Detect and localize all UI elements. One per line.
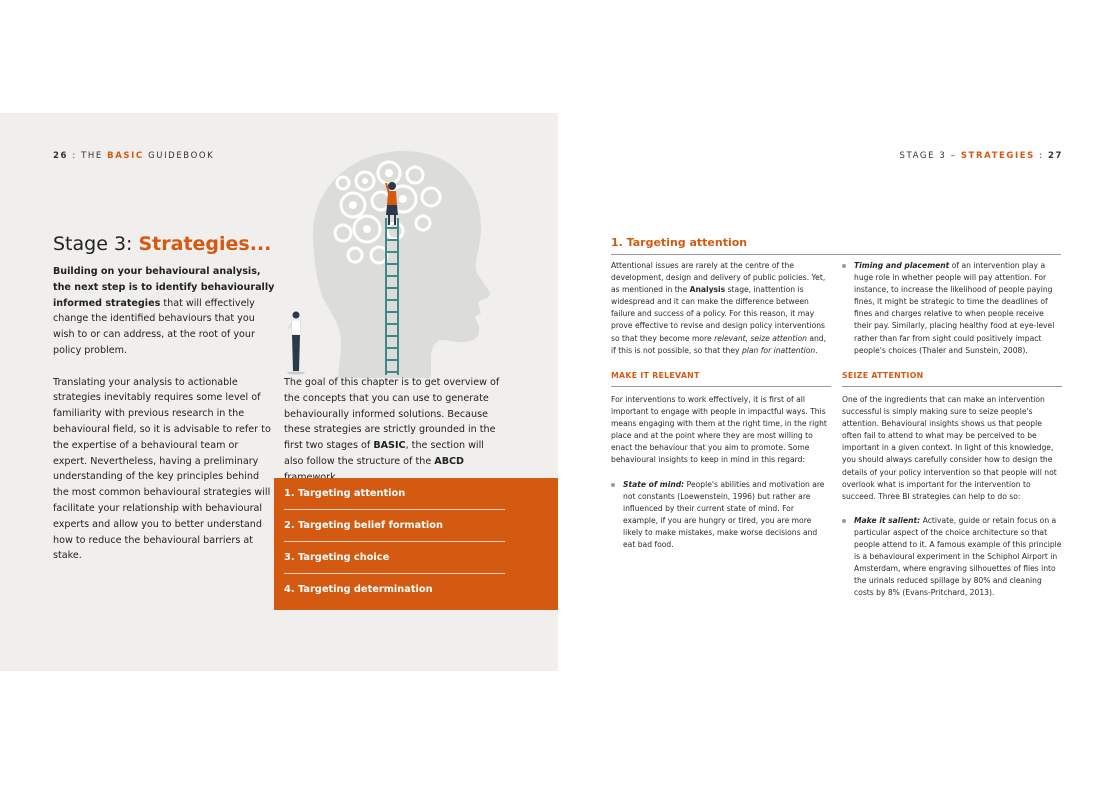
make-it-relevant-heading: MAKE IT RELEVANT (611, 371, 700, 380)
section-title: 1. Targeting attention (611, 236, 748, 249)
timing-placement-bullet: Timing and placement of an intervention play a huge role in whether people will pay attention. For instance, to increase the likelihood of people paying fines, it might be strategic to time the deadlines of fines and charges relative to when people receive their pay. Similarly, placing healthy food at eye-level rather than far from sight could positively impact people's choices (Thaler and Sunstein, 2008). (842, 260, 1062, 357)
contents-box (274, 478, 558, 610)
seize-attention-rule (842, 386, 1062, 387)
attention-intro-paragraph: Attentional issues are rarely at the centre of the development, design and delivery of public policies. Yet, as mentioned in the Analysis stage, inattention is widespread and it can make the difference between failure and success of a policy. For this reason, it may prove effective to revise and design policy interventions so that they become more relevant, seize attention and, if this is not possible, so that they plan for inattention. (611, 261, 827, 355)
bullet-dot (842, 519, 846, 523)
left-page (0, 113, 558, 671)
running-head-left: 26 : THE BASIC GUIDEBOOK (53, 151, 215, 161)
seize-attention-heading: SEIZE ATTENTION (842, 371, 924, 380)
intro-text: Building on your behavioural analysis, the next step is to identify behaviourally informed strategies that will effectively change the identified behaviours that you wish to or can address, at the root of your policy problem. Translating your analysis to actionable strategies inevitably requires some level of familiarity with previous research in the behavioural field, so it is advisable to refer to the expertise of a behavioural team or expert. Nevertheless, having a preliminary understanding of the key principles behind the most common behavioural strategies will facilitate your relationship with behavioural experts and allow you to better understand how to reduce the behavioural barriers at stake. (53, 264, 275, 580)
toc-item-targeting-attention[interactable]: 1. Targeting attention (284, 478, 505, 510)
toc-item-targeting-determination[interactable]: 4. Targeting determination (284, 584, 433, 595)
running-head-right: STAGE 3 – STRATEGIES : 27 (899, 151, 1063, 161)
right-page (558, 113, 1116, 671)
intro-paragraph-2: Translating your analysis to actionable strategies inevitably requires some level of familiarity with previous research in the behavioural field, so it is advisable to refer to the expertise of a behavioural team or expert. Nevertheless, having a preliminary understanding of the key principles behind the most common behavioural strategies will facilitate your relationship with behavioural experts and allow you to better understand how to reduce the behavioural barriers at stake. (53, 376, 271, 562)
make-it-relevant-text: For interventions to work effectively, it is first of all important to engage with people in impactful ways. This means engaging with them at the right time, in the right place and at the point where they are most willing to enact the behaviour that you aim to promote. Some behavioural insights to keep in mind in this regard: State of mind: People's abilities and motivation are not constants (Loewenstein, 1996) but rather are influenced by their current state of mind. For example, if you are hungry or tired, you are more likely to make mistakes, make worse decisions and eat bad food. (611, 395, 827, 550)
make-it-relevant-rule (611, 386, 831, 387)
section-rule (611, 254, 1061, 255)
toc-item-targeting-choice[interactable]: 3. Targeting choice (284, 542, 505, 574)
page-title: Stage 3: Strategies... (53, 233, 272, 255)
woman-standing-icon (287, 312, 305, 375)
bullet-dot (611, 483, 615, 487)
head-illustration (283, 143, 513, 378)
seize-attention-text: One of the ingredients that can make an intervention successful is simply making sure to seize people's attention. Behavioural insights shows us that people often fail to attend to what may be perceived to be important in a given context. In light of this knowledge, you should always carefully consider how to design the details of your policy intervention so that people will not overlook what is important for the intervention to succeed. Three BI strategies can help to do so: Make it salient: Activate, guide or retain focus on a particular aspect of the choice architecture so that people attend to it. A famous example of this principle is a behavioural experiment in the Schiphol Airport in Amsterdam, where engraving silhouettes of flies into the urinals reduced spillage by 80% and cleaning costs by 8% (Evans-Pritchard, 2013). (842, 395, 1062, 598)
toc-item-targeting-belief-formation[interactable]: 2. Targeting belief formation (284, 510, 505, 542)
bullet-dot (842, 264, 846, 268)
chapter-goal-text: The goal of this chapter is to get overview of the concepts that you can use to generate behaviourally informed solutions. Because these strategies are strictly grounded in the first two stages of BASIC, the section will also follow the structure of the ABCD (284, 377, 500, 467)
book-spread (0, 113, 1116, 671)
